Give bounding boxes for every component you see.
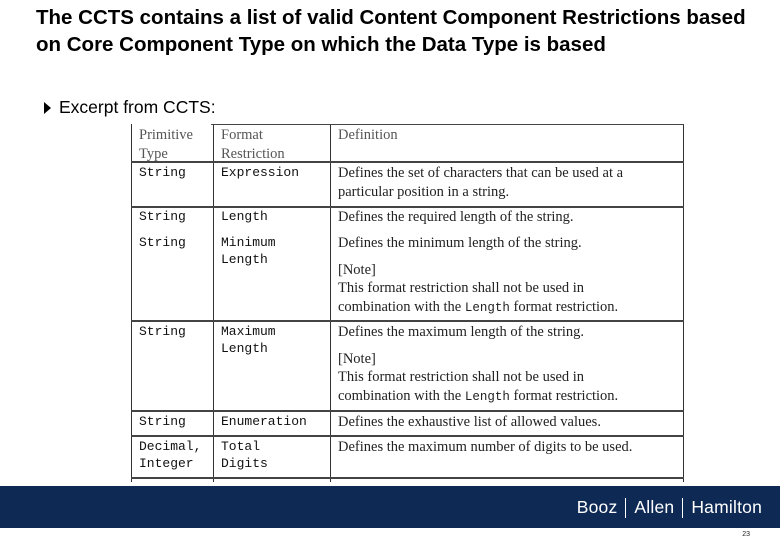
bullet-text: Excerpt from CCTS: bbox=[59, 97, 216, 117]
table-row-restriction: Total Digits bbox=[221, 439, 268, 471]
table-row-divider bbox=[131, 435, 684, 437]
header-primitive-type: Primitive Type bbox=[139, 127, 193, 162]
ccts-excerpt-table bbox=[131, 124, 684, 482]
triangle-bullet-icon bbox=[44, 102, 51, 114]
note-label: [Note] bbox=[338, 262, 376, 278]
table-row-type: String bbox=[139, 414, 186, 429]
table-row-divider bbox=[131, 161, 684, 163]
table-column-divider bbox=[330, 124, 331, 482]
page-number: 23 bbox=[742, 531, 750, 538]
table-row-definition: Defines the required length of the string. bbox=[338, 209, 574, 225]
table-border-top bbox=[211, 124, 684, 125]
table-row-definition: Defines the maximum number of digits to be used. bbox=[338, 439, 633, 455]
table-column-divider bbox=[213, 124, 214, 482]
table-row-definition: Defines the maximum length of the string. bbox=[338, 324, 585, 340]
table-border-left bbox=[131, 124, 132, 482]
header-format-restriction: Format Restriction bbox=[221, 127, 285, 162]
table-row-divider bbox=[131, 320, 684, 322]
table-row-type: String bbox=[139, 165, 186, 180]
table-row-divider bbox=[131, 477, 684, 479]
table-border-right bbox=[683, 124, 684, 482]
table-row-restriction: Maximum Length bbox=[221, 324, 276, 356]
code-length: Length bbox=[464, 300, 510, 315]
table-row-type: Decimal, Integer bbox=[139, 439, 202, 471]
code-length: Length bbox=[464, 389, 510, 404]
table-row-type: String bbox=[139, 324, 186, 339]
note-label: [Note] bbox=[338, 351, 376, 367]
table-row-definition: Defines the set of characters that can be used at a particular position in a string. bbox=[338, 165, 624, 200]
table-row-definition: Defines the minimum length of the string. bbox=[338, 235, 582, 251]
header-definition: Definition bbox=[338, 127, 398, 143]
table-row-divider bbox=[131, 410, 684, 412]
table-row-type: String bbox=[139, 209, 186, 224]
table-row-restriction: Length bbox=[221, 209, 268, 224]
note-text: This format restriction shall not be used in combination with the Length format restriction. bbox=[338, 369, 619, 404]
table-row-restriction: Minimum Length bbox=[221, 235, 276, 267]
table-row-definition: Defines the exhaustive list of allowed values. bbox=[338, 414, 601, 430]
footer-stripe bbox=[0, 528, 780, 540]
footer-bar bbox=[0, 486, 780, 540]
table-row-restriction: Expression bbox=[221, 165, 300, 180]
slide-title: The CCTS contains a list of valid Content Component Restrictions based on Core Component Type on which the Data Type is based bbox=[36, 6, 746, 56]
bullet-excerpt bbox=[44, 96, 216, 118]
table-row-restriction: Enumeration bbox=[221, 414, 307, 429]
company-logo: Booz Allen Hamilton bbox=[576, 497, 762, 517]
table-row-type: String bbox=[139, 235, 186, 250]
note-text: This format restriction shall not be used in combination with the Length format restriction. bbox=[338, 280, 619, 315]
